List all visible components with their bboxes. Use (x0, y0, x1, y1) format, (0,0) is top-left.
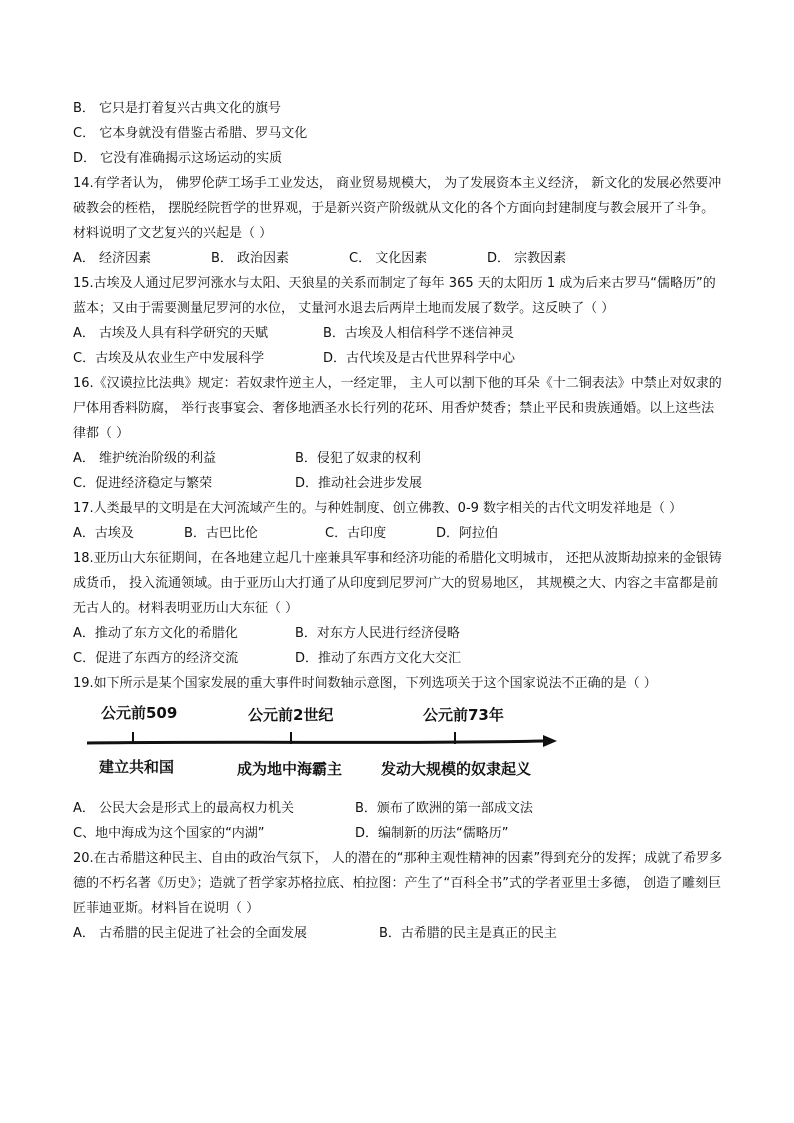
option-a: A． 公民大会是形式上的最高权力机关 (73, 801, 295, 816)
option-b: B．侵犯了奴隶的权利 (295, 451, 421, 466)
option-a: A． 古埃及人具有科学研究的天赋 (73, 326, 269, 341)
question-19-options-row1 (73, 796, 723, 821)
option-d: D．推动了东西方文化大交汇 (295, 651, 462, 666)
option-d: D．推动社会进步发展 (295, 476, 423, 491)
option-c: C．促进了东西方的经济交流 (73, 651, 239, 666)
option-b: B．对东方人民进行经济侵略 (295, 626, 460, 641)
option-b: B．古希腊的民主是真正的民主 (379, 926, 557, 941)
option-b: B．颁布了欧洲的第一部成文法 (355, 801, 533, 816)
option-b: B．古巴比伦 (184, 526, 258, 541)
option-b: B． 政治因素 (211, 251, 290, 266)
option-c: C、地中海成为这个国家的“内湖” (73, 826, 265, 841)
question-16-options-row1 (73, 446, 723, 471)
timeline-event-1: 建立共和国 (99, 758, 175, 776)
timeline-event-3: 发动大规模的奴隶起义 (381, 760, 532, 778)
question-17-options (73, 521, 723, 546)
question-15-options-row1 (73, 321, 723, 346)
option-c: C． 它本身就没有借鉴古希腊、罗马文化 (73, 126, 308, 141)
option-d: D．编制新的历法“儒略历” (355, 826, 509, 841)
option-a: A．推动了东方文化的希腊化 (73, 626, 238, 641)
timeline-date-2: 公元前2世纪 (248, 706, 334, 724)
question-18-options-row2 (73, 646, 723, 671)
question-15-options-row2 (73, 346, 723, 371)
question-16-options-row2 (73, 471, 723, 496)
option-c: C． 文化因素 (349, 251, 428, 266)
question-19-stem: 19.如下所示是某个国家发展的重大事件时间数轴示意图，下列选项关于这个国家说法不正确的是（ ） (73, 676, 657, 691)
timeline-date-3: 公元前73年 (423, 706, 504, 724)
option-b: B．古埃及人相信科学不迷信神灵 (323, 326, 514, 341)
option-a: A． 经济因素 (73, 251, 152, 266)
option-a: A．古埃及 (73, 526, 134, 541)
timeline-date-1: 公元前509 (101, 704, 178, 722)
question-20-options-row1 (73, 921, 723, 946)
option-d: D．阿拉伯 (436, 526, 499, 541)
option-c: C．促进经济稳定与繁荣 (73, 476, 213, 491)
question-20-stem: 20.在古希腊这种民主、自由的政治气氛下， 人的潜在的“那种主观性精神的因素”得到充分的发挥；成就了希罗多德的不朽名著《历史》；造就了哲学家苏格拉底、柏拉图：产生了“百科全书”式的学者亚里士多德， 创造了雕刻巨匠菲迪亚斯。材料旨在说明（ ） (73, 851, 723, 916)
option-a: A． 古希腊的民主促进了社会的全面发展 (73, 926, 308, 941)
question-19-options-row2 (73, 821, 723, 846)
question-14-stem: 14.有学者认为， 佛罗伦萨工场手工业发达， 商业贸易规模大， 为了发展资本主义经济， 新文化的发展必然要冲破教会的桎梏， 摆脱经院哲学的世界观，于是新兴资产阶级就从文化的各个方面向封建制度与教会展开了斗争。材料说明了文艺复兴的兴起是（ ） (73, 176, 722, 241)
question-18-options-row1 (73, 621, 723, 646)
question-15-stem: 15.古埃及人通过尼罗河涨水与太阳、天狼星的关系而制定了每年 365 天的太阳历 1 成为后来古罗马“儒略历”的蓝本；又由于需要测量尼罗河的水位， 丈量河水退去后两岸土地而发展了数学。这反映了（ ） (73, 276, 716, 316)
question-18-stem: 18.亚历山大东征期间，在各地建立起几十座兼具军事和经济功能的希腊化文明城市， 还把从波斯劫掠来的金银铸成货币， 投入流通领域。由于亚历山大打通了从印度到尼罗河广大的贸易地区， 其规模之大、内容之丰富都是前无古人的。材料表明亚历山大东征（ ） (73, 551, 722, 616)
option-c: C．古印度 (325, 526, 387, 541)
question-content (73, 96, 723, 946)
option-c: C．古埃及从农业生产中发展科学 (73, 351, 265, 366)
option-d: D． 它没有准确揭示这场运动的实质 (73, 151, 283, 166)
timeline-diagram (73, 700, 723, 794)
option-b: B． 它只是打着复兴古典文化的旗号 (73, 101, 282, 116)
option-d: D． 宗教因素 (487, 251, 567, 266)
question-17-stem: 17.人类最早的文明是在大河流域产生的。与种姓制度、创立佛教、0-9 数字相关的古代文明发祥地是（ ） (73, 501, 683, 516)
option-d: D．古代埃及是古代世界科学中心 (323, 351, 516, 366)
timeline-event-2: 成为地中海霸主 (237, 760, 343, 778)
option-a: A． 维护统治阶级的利益 (73, 451, 217, 466)
question-16-stem: 16.《汉谟拉比法典》规定：若奴隶忤逆主人，一经定罪， 主人可以割下他的耳朵《十二铜表法》中禁止对奴隶的尸体用香料防腐， 举行丧事宴会、奢侈地洒圣水长行列的花环、用香炉焚香；禁止平民和贵族通婚。以上这些法律都（ ） (73, 376, 722, 441)
question-14-options (73, 246, 723, 271)
